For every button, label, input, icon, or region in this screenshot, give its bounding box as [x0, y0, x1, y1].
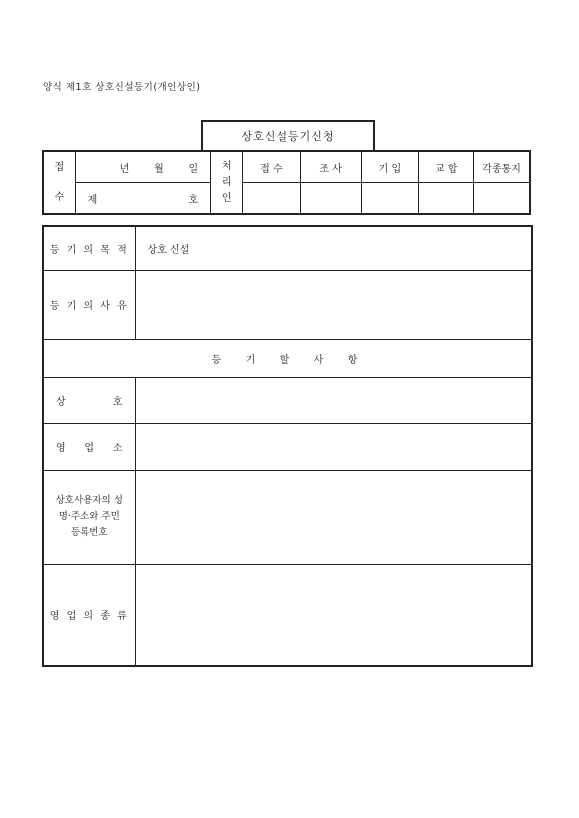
- purpose-label: 등 기 의 목 적: [43, 226, 135, 270]
- sign-collation[interactable]: [419, 183, 474, 215]
- trade-name-value[interactable]: [135, 377, 532, 423]
- items-header: 등 기 할 사 항: [43, 339, 532, 377]
- processor-label: 처 리 인: [211, 151, 243, 214]
- purpose-value[interactable]: 상호 신설: [135, 226, 532, 270]
- receipt-table: [42, 150, 531, 215]
- col-notifications: 각종통지: [474, 151, 530, 183]
- number-prefix: 제: [87, 194, 98, 206]
- col-entry: 기 입: [361, 151, 418, 183]
- sign-notifications[interactable]: [474, 183, 530, 215]
- col-investigation: 조 사: [300, 151, 361, 183]
- office-value[interactable]: [135, 423, 532, 470]
- sign-entry[interactable]: [361, 183, 418, 215]
- col-collation: 교 합: [419, 151, 474, 183]
- form-caption: 양식 제1호 상호신설등기(개인상인): [43, 82, 201, 93]
- sign-receipt[interactable]: [243, 183, 300, 215]
- receipt-number: [75, 183, 211, 215]
- sign-investigation[interactable]: [300, 183, 361, 215]
- receipt-label: 접 수: [43, 151, 75, 214]
- reason-value[interactable]: [135, 270, 532, 339]
- user-info-label: 상호사용자의 성 명·주소와 주민 등록번호: [43, 470, 135, 564]
- main-form-table: [42, 225, 533, 667]
- reason-label: 등 기 의 사 유: [43, 270, 135, 339]
- business-type-label: 영 업 의 종 류: [43, 564, 135, 666]
- year-label: 년: [119, 163, 130, 175]
- number-suffix: 호: [188, 194, 199, 206]
- month-label: 월: [154, 163, 164, 175]
- form-title: 상호신설등기신청: [201, 120, 375, 150]
- col-receipt: 접 수: [243, 151, 300, 183]
- office-label: 영 업 소: [43, 423, 135, 470]
- trade-name-label: 상 호: [43, 377, 135, 423]
- business-type-value[interactable]: [135, 564, 532, 666]
- day-label: 일: [188, 163, 199, 175]
- user-info-value[interactable]: [135, 470, 532, 564]
- receipt-date: [75, 151, 211, 183]
